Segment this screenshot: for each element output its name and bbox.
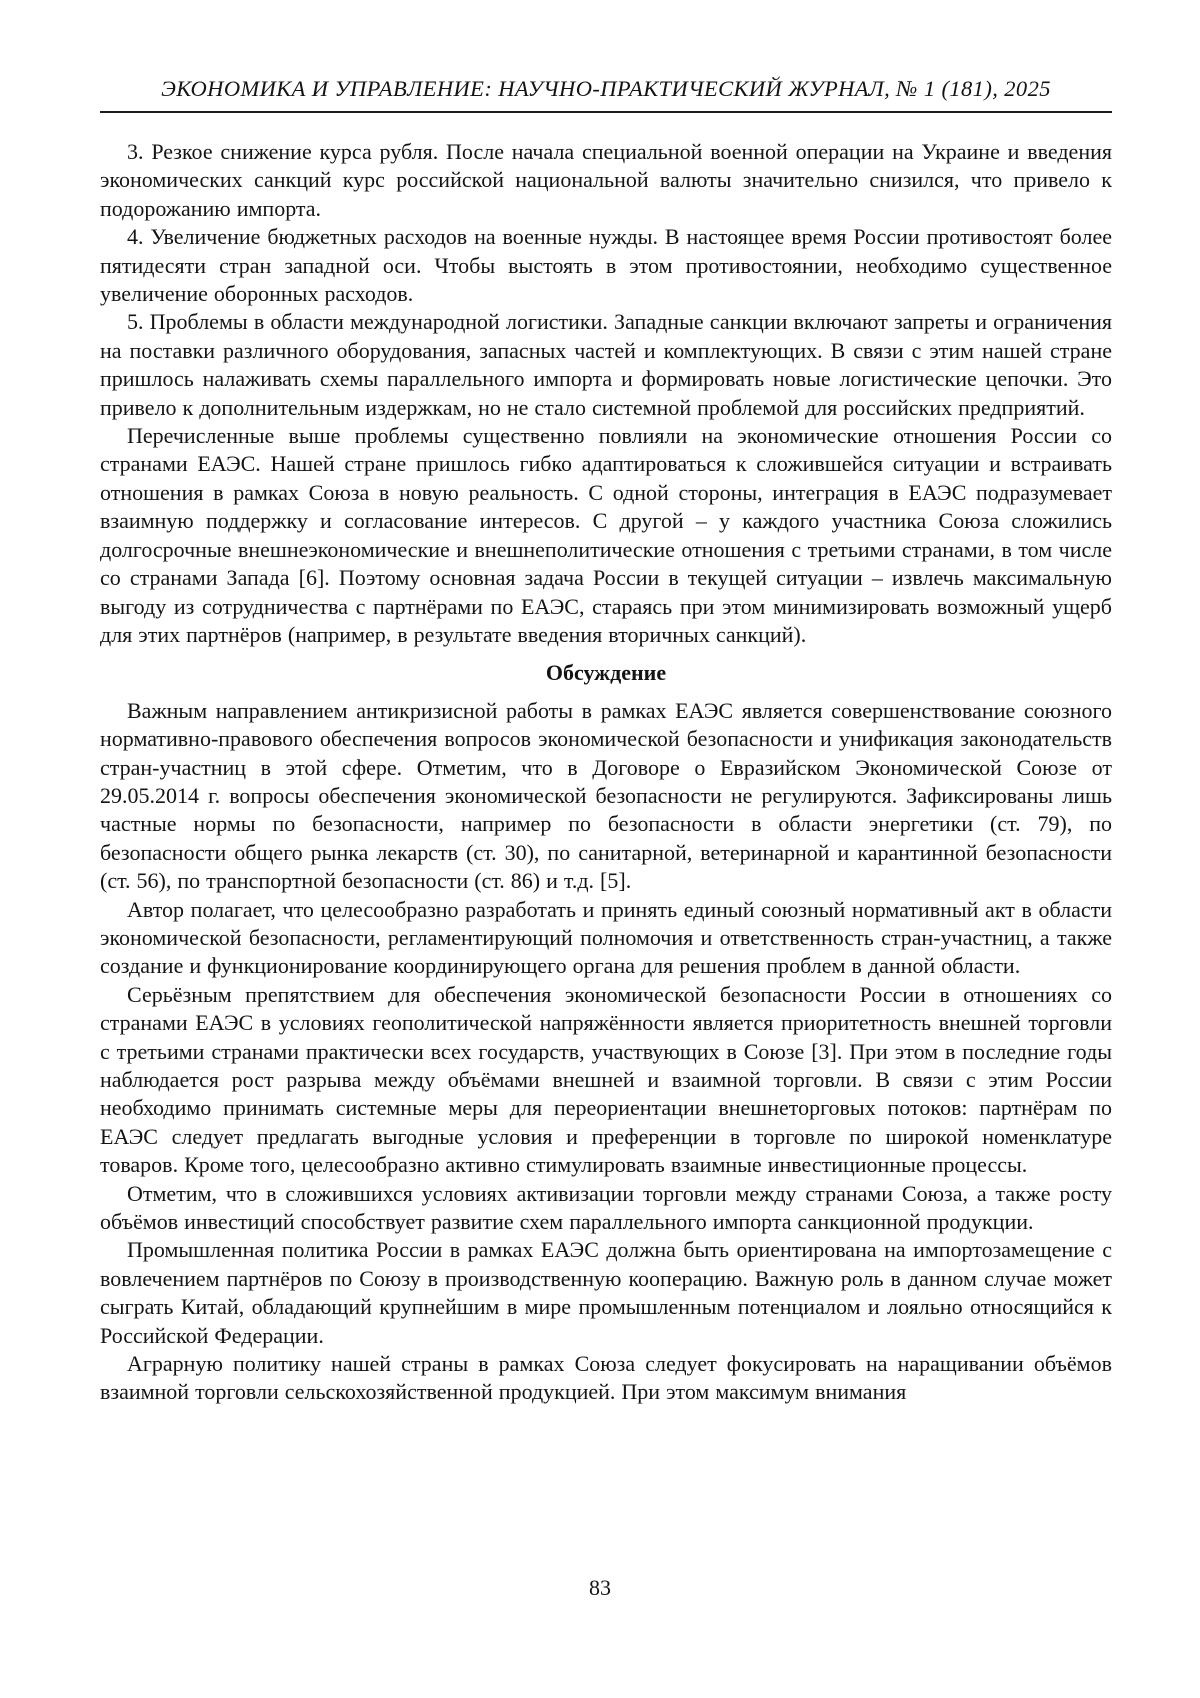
journal-title: ЭКОНОМИКА И УПРАВЛЕНИЕ: НАУЧНО-ПРАКТИЧЕСКИЙ ЖУРНАЛ, № 1 (181), 2025 xyxy=(161,76,1051,101)
paragraph: Перечисленные выше проблемы существенно повлияли на экономические отношения России со странами ЕАЭС. Нашей стране пришлось гибко адаптироваться к сложившейся ситуации и встраивать отношения в рамках Союза в новую реальность. С одной стороны, интеграция в ЕАЭС подразумевает взаимную поддержку и согласование интересов. С другой – у каждого участника Союза сложились долгосрочные внешнеэкономические и внешнеполитические отношения с третьими странами, в том числе со странами Запада [6]. Поэтому основная задача России в текущей ситуации – извлечь максимальную выгоду из сотрудничества с партнёрами по ЕАЭС, стараясь при этом минимизировать возможный ущерб для этих партнёров (например, в результате введения вторичных санкций). xyxy=(100,423,1112,647)
paragraph: Серьёзным препятствием для обеспечения экономической безопасности России в отношениях со странами ЕАЭС в условиях геополитической напряжённости является приоритетность внешней торговли с третьими странами практически всех государств, участвующих в Союзе [3]. При этом в последние годы наблюдается рост разрыва между объёмами внешней и взаимной торговли. В связи с этим России необходимо принимать системные меры для переориентации внешнеторговых потоков: партнёрам по ЕАЭС следует предлагать выгодные условия и преференции в торговле по широкой номенклатуре товаров. Кроме того, целесообразно активно стимулировать взаимные инвестиционные процессы. xyxy=(100,981,1112,1178)
page-number: 83 xyxy=(589,1575,611,1600)
paragraph: Аграрную политику нашей страны в рамках Союза следует фокусировать на наращивании объёмов взаимной торговли сельскохозяйственной продукцией. При этом максимум внимания xyxy=(100,1351,1112,1405)
paragraph: Важным направлением антикризисной работы в рамках ЕАЭС является совершенствование союзного нормативно-правового обеспечения вопросов экономической безопасности и унификация законодательств стран-участниц в этой сфере. Отметим, что в Договоре о Евразийском Экономической Союзе от 29.05.2014 г. вопросы обеспечения экономической безопасности не регулируются. Зафиксированы лишь частные нормы по безопасности, например по безопасности в области энергетики (ст. 79), по безопасности общего рынка лекарств (ст. 30), по санитарной, ветеринарной и карантинной безопасности (ст. 56), по транспортной безопасности (ст. 86) и т.д. [5]. xyxy=(100,697,1112,894)
paragraph: 3. Резкое снижение курса рубля. После начала специальной военной операции на Украине и введения экономических санкций курс российской национальной валюты значительно снизился, что привело к подорожанию импорта. xyxy=(100,139,1112,221)
paragraph: Промышленная политика России в рамках ЕАЭС должна быть ориентирована на импортозамещение с вовлечением партнёров по Союзу в производственную кооперацию. Важную роль в данном случае может сыграть Китай, обладающий крупнейшим в мире промышленным потенциалом и лояльно относящийся к Российской Федерации. xyxy=(100,1237,1112,1348)
journal-running-head xyxy=(100,76,1112,113)
article-body xyxy=(100,138,1112,1407)
paragraph: Автор полагает, что целесообразно разработать и принять единый союзный нормативный акт в области экономической безопасности, регламентирующий полномочия и ответственность стран-участниц, а также создание и функционирование координирующего органа для решения проблем в данной области. xyxy=(100,896,1112,979)
paragraph: 4. Увеличение бюджетных расходов на военные нужды. В настоящее время России противостоят более пятидесяти стран западной оси. Чтобы выстоять в этом противостоянии, необходимо существенное увеличение оборонных расходов. xyxy=(100,224,1112,307)
paragraph: 5. Проблемы в области международной логистики. Западные санкции включают запреты и ограничения на поставки различного оборудования, запасных частей и комплектующих. В связи с этим нашей стране пришлось налаживать схемы параллельного импорта и формировать новые логистические цепочки. Это привело к дополнительным издержкам, но не стало системной проблемой для российских предприятий. xyxy=(100,309,1112,420)
section-heading: Обсуждение xyxy=(545,660,667,686)
paragraph: Отметим, что в сложившихся условиях активизации торговли между странами Союза, а также росту объёмов инвестиций способствует развитие схем параллельного импорта санкционной продукции. xyxy=(100,1180,1112,1235)
